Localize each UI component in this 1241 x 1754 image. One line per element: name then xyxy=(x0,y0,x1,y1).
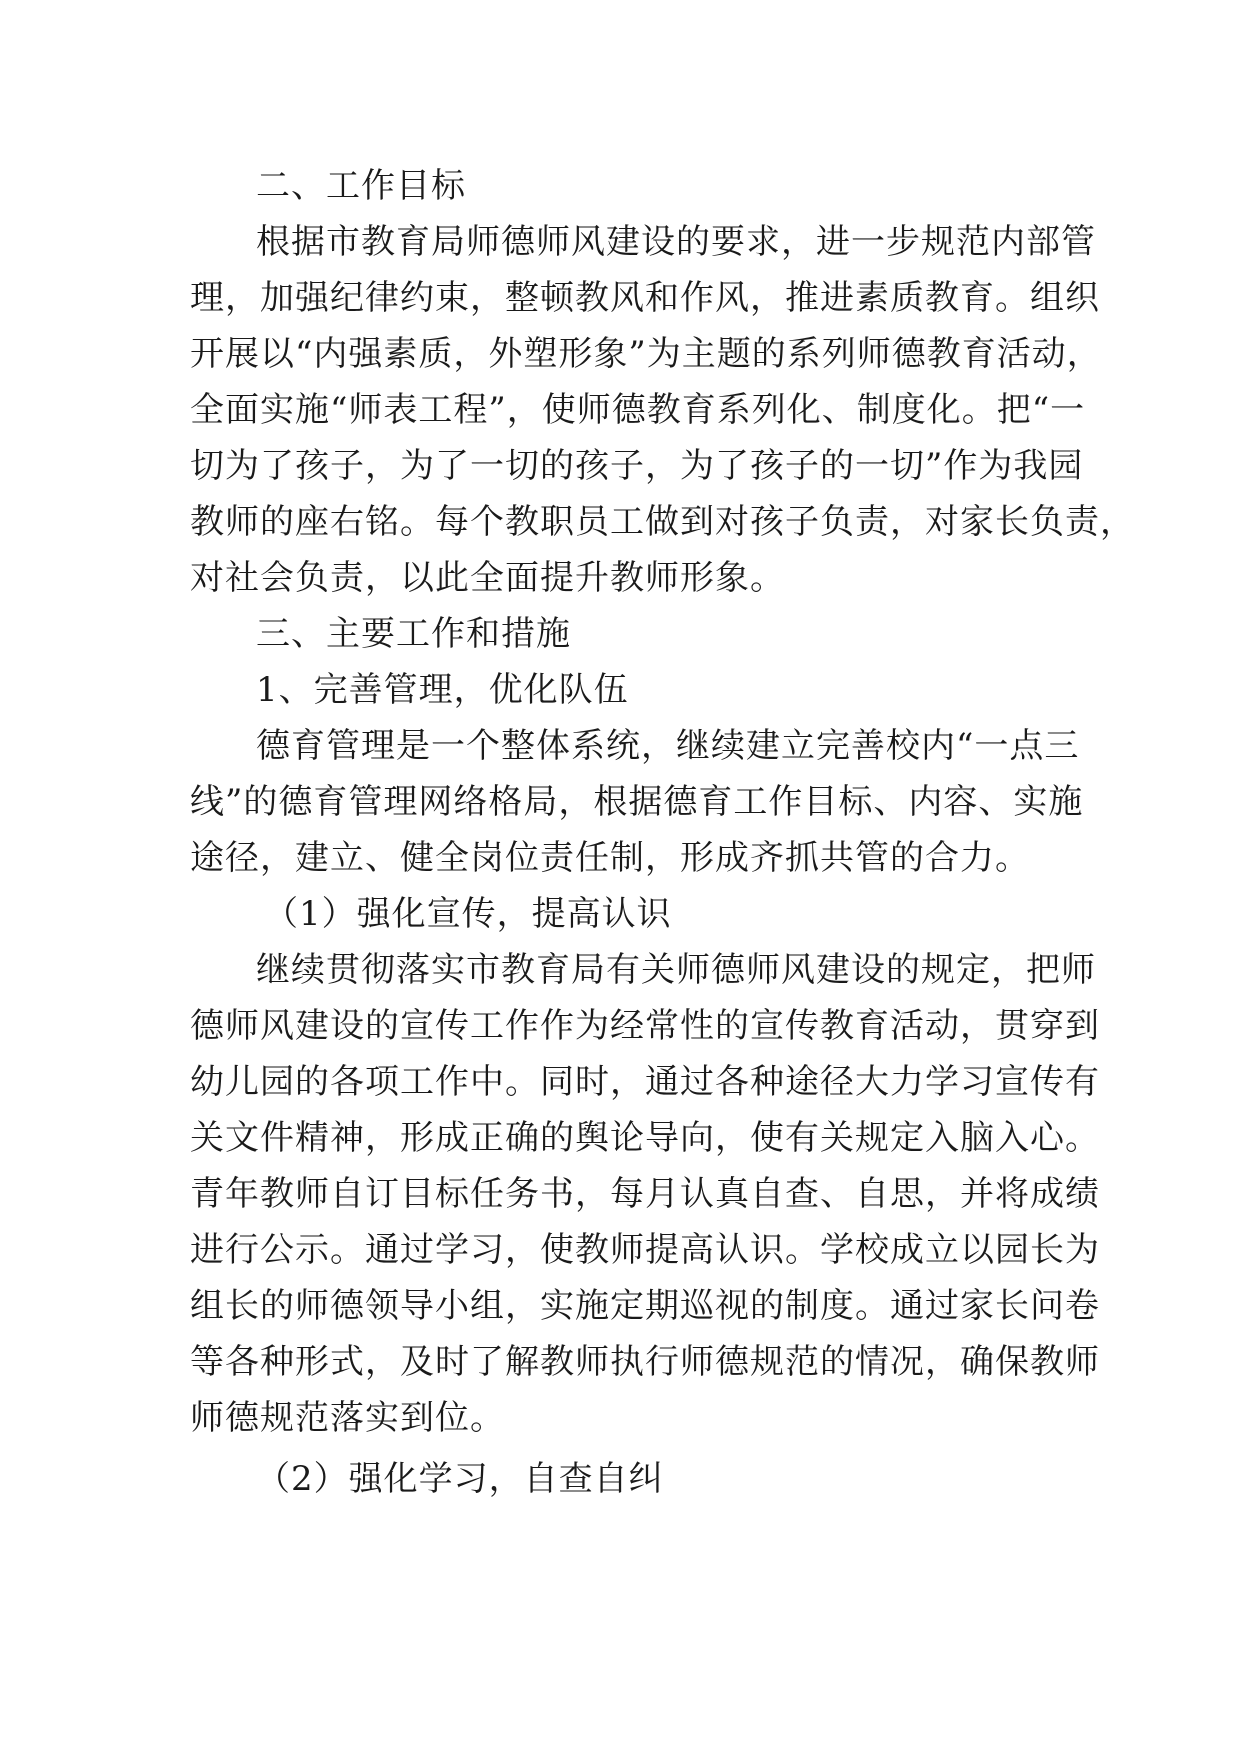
paragraph-line: 根据市教育局师德师风建设的要求，进一步规范内部管 xyxy=(256,222,1096,262)
section-heading-measures: 三、主要工作和措施 xyxy=(256,614,571,654)
paragraph-line: 等各种形式，及时了解教师执行师德规范的情况，确保教师 xyxy=(190,1342,1100,1382)
paragraph-line: 教师的座右铭。每个教职员工做到对孩子负责，对家长负责， xyxy=(190,502,1135,542)
subsection-heading-1: 1、完善管理，优化队伍 xyxy=(256,670,629,710)
paragraph-line: 青年教师自订目标任务书，每月认真自查、自思，并将成绩 xyxy=(190,1174,1100,1214)
paragraph-line: 理，加强纪律约束，整顿教风和作风，推进素质教育。组织 xyxy=(190,278,1100,318)
paragraph-line: 对社会负责，以此全面提升教师形象。 xyxy=(190,558,785,598)
section-heading-goals: 二、工作目标 xyxy=(256,166,466,206)
paragraph-line: 师德规范落实到位。 xyxy=(190,1398,505,1438)
item-heading-2: （2）强化学习，自查自纠 xyxy=(256,1459,664,1499)
paragraph-line: 德育管理是一个整体系统，继续建立完善校内“一点三 xyxy=(256,726,1080,766)
paragraph-line: 开展以“内强素质，外塑形象”为主题的系列师德教育活动， xyxy=(190,334,1102,374)
paragraph-line: 进行公示。通过学习，使教师提高认识。学校成立以园长为 xyxy=(190,1230,1100,1270)
paragraph-line: 全面实施“师表工程”，使师德教育系列化、制度化。把“一 xyxy=(190,390,1086,430)
paragraph-line: 线”的德育管理网络格局，根据德育工作目标、内容、实施 xyxy=(190,782,1084,822)
paragraph-line: 德师风建设的宣传工作作为经常性的宣传教育活动，贯穿到 xyxy=(190,1006,1100,1046)
item-heading-1: （1）强化宣传，提高认识 xyxy=(264,894,672,934)
paragraph-line: 组长的师德领导小组，实施定期巡视的制度。通过家长问卷 xyxy=(190,1286,1100,1326)
paragraph-line: 幼儿园的各项工作中。同时，通过各种途径大力学习宣传有 xyxy=(190,1062,1100,1102)
paragraph-line: 途径，建立、健全岗位责任制，形成齐抓共管的合力。 xyxy=(190,838,1030,878)
paragraph-line: 关文件精神，形成正确的舆论导向，使有关规定入脑入心。 xyxy=(190,1118,1100,1158)
paragraph-line: 继续贯彻落实市教育局有关师德师风建设的规定，把师 xyxy=(256,950,1096,990)
paragraph-line: 切为了孩子，为了一切的孩子，为了孩子的一切”作为我园 xyxy=(190,446,1084,486)
